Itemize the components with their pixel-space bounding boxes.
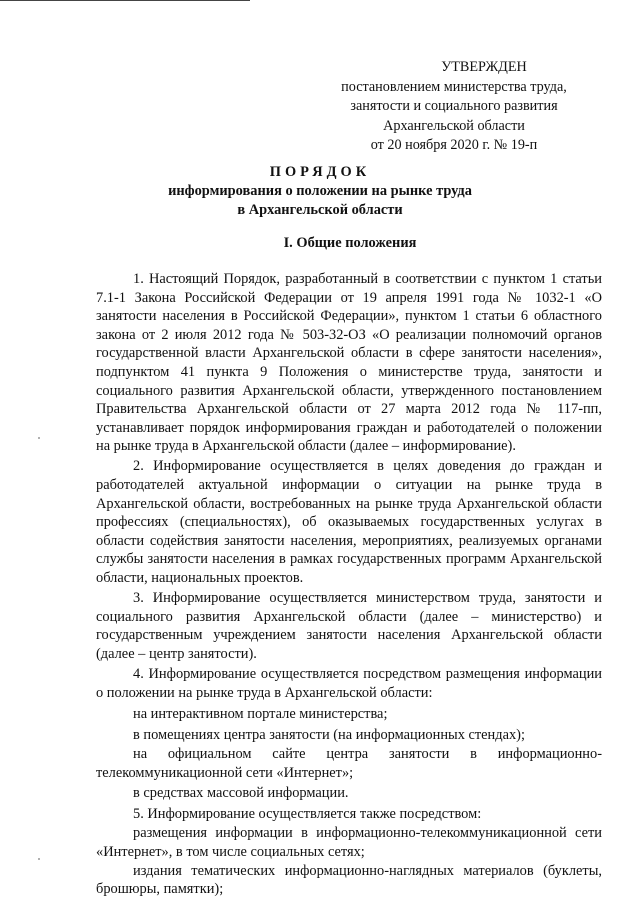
title-line: информирования о положении на рынке труда [168,183,472,199]
document-title [20,163,620,220]
approval-line: занятости и социального развития [350,98,558,114]
list-item: издания тематических информационно-наглядных материалов (буклеты, брошюры, памятки); [96,862,602,898]
paragraph-3: 3. Информирование осуществляется министерством труда, занятости и социального развития Архангельской области (далее – министерство) и государственным учреждением занятости населения Архангельской области (далее – центр занятости). [96,590,602,662]
list-item: в помещениях центра занятости (на информационных стендах); [133,726,525,743]
approval-date: от 20 ноября 2020 г. № 19-п [370,137,538,153]
paragraph-2: 2. Информирование осуществляется в целях доведения до граждан и работодателей актуальной информации о ситуации на рынке труда в Архангельской области, востребованных на рынке труда Архангельской области профессиях (специальностях), об оказываемых государственных услугах в области содействия занятости населения, мероприятиях, реализуемых органами службы занятости населения в рамках государственных программ Архангельской области, национальных проектов. [96,458,602,586]
title-word: ПОРЯДОК [269,164,371,180]
paragraph-4: 4. Информирование осуществляется посредством размещения информации о положении на рынке труда в Архангельской области: [96,665,602,701]
document-body [96,270,602,899]
approval-block [320,58,588,156]
paragraph-1: 1. Настоящий Порядок, разработанный в соответствии с пунктом 1 статьи 7.1-1 Закона Российской Федерации от 19 апреля 1991 года № 1032-1 «О занятости населения в Российской Федерации», пунктом 1 статьи 6 областного закона от 2 июля 2012 года № 503-32-ОЗ «О реализации полномочий органов государственной власти Архангельской области в сфере занятости населения», подпунктом 41 пункта 9 Положения о министерстве труда, занятости и социального развития Архангельской области, утвержденного постановлением Правительства Архангельской области от 27 марта 2012 года № 117-пп, устанавливает порядок информирования граждан и работодателей о положении на рынке труда в Архангельской области (далее – информирование). [96,271,602,455]
approval-line: постановлением министерства труда, [341,78,567,95]
title-line: в Архангельской области [237,202,403,218]
section-heading: I. Общие положения [283,235,417,251]
list-item: в средствах массовой информации. [133,784,349,801]
approval-title: УТВЕРЖДЕН [441,59,527,75]
list-item: на интерактивном портале министерства; [133,705,388,722]
scan-speck [38,858,40,860]
approval-line: Архангельской области [383,117,525,134]
scan-speck [38,437,40,439]
list-item: размещения информации в информационно-телекоммуникационной сети «Интернет», в том числе социальных сетях; [96,825,602,861]
top-rule [0,0,250,1]
list-item: на официальном сайте центра занятости в информационно-телекоммуникационной сети «Интернет»; [96,746,602,782]
paragraph-5: 5. Информирование осуществляется также посредством: [133,805,482,822]
